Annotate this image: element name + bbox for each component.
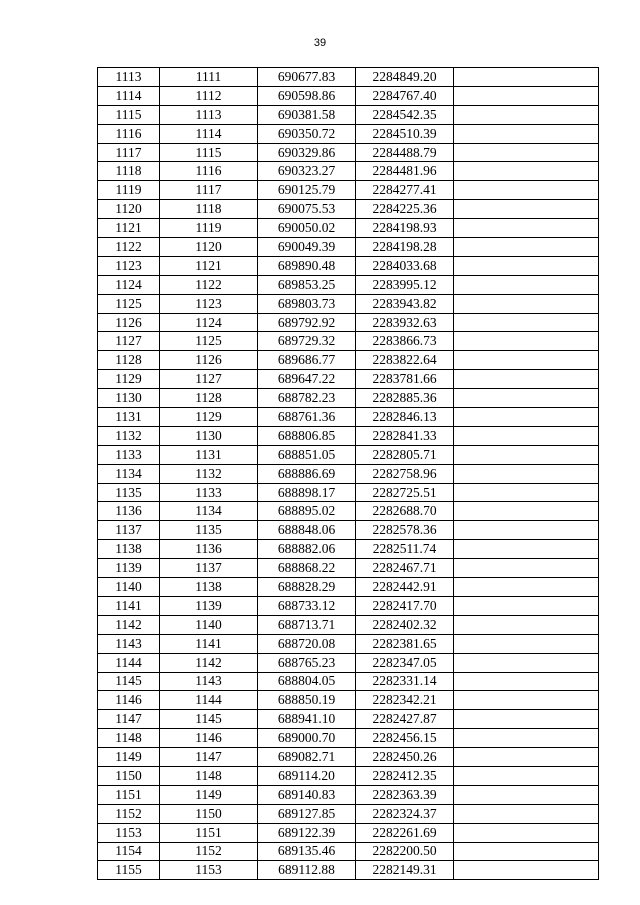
x-coordinate-cell: 690050.02 — [258, 219, 356, 238]
point-number-cell: 1132 — [160, 464, 258, 483]
note-cell — [454, 426, 599, 445]
x-coordinate-cell: 690598.86 — [258, 86, 356, 105]
y-coordinate-cell: 2282261.69 — [356, 823, 454, 842]
y-coordinate-cell: 2282442.91 — [356, 578, 454, 597]
x-coordinate-cell: 690323.27 — [258, 162, 356, 181]
point-number-cell: 1153 — [160, 861, 258, 880]
note-cell — [454, 710, 599, 729]
table-row — [98, 785, 599, 804]
x-coordinate-cell: 689122.39 — [258, 823, 356, 842]
table-row — [98, 710, 599, 729]
x-coordinate-cell: 688941.10 — [258, 710, 356, 729]
table-row — [98, 729, 599, 748]
y-coordinate-cell: 2284488.79 — [356, 143, 454, 162]
point-number-cell: 1113 — [160, 105, 258, 124]
row-number-cell: 1135 — [98, 483, 160, 502]
y-coordinate-cell: 2282688.70 — [356, 502, 454, 521]
point-number-cell: 1131 — [160, 445, 258, 464]
x-coordinate-cell: 688713.71 — [258, 615, 356, 634]
row-number-cell: 1119 — [98, 181, 160, 200]
table-row — [98, 540, 599, 559]
row-number-cell: 1137 — [98, 521, 160, 540]
x-coordinate-cell: 690329.86 — [258, 143, 356, 162]
note-cell — [454, 275, 599, 294]
y-coordinate-cell: 2282331.14 — [356, 672, 454, 691]
y-coordinate-cell: 2283932.63 — [356, 313, 454, 332]
row-number-cell: 1149 — [98, 748, 160, 767]
point-number-cell: 1116 — [160, 162, 258, 181]
x-coordinate-cell: 690677.83 — [258, 68, 356, 87]
row-number-cell: 1118 — [98, 162, 160, 181]
x-coordinate-cell: 689082.71 — [258, 748, 356, 767]
y-coordinate-cell: 2283866.73 — [356, 332, 454, 351]
y-coordinate-cell: 2282846.13 — [356, 408, 454, 427]
point-number-cell: 1139 — [160, 596, 258, 615]
point-number-cell: 1121 — [160, 256, 258, 275]
row-number-cell: 1113 — [98, 68, 160, 87]
y-coordinate-cell: 2284198.93 — [356, 219, 454, 238]
table-row — [98, 559, 599, 578]
note-cell — [454, 521, 599, 540]
x-coordinate-cell: 689135.46 — [258, 842, 356, 861]
table-row — [98, 672, 599, 691]
row-number-cell: 1126 — [98, 313, 160, 332]
point-number-cell: 1136 — [160, 540, 258, 559]
note-cell — [454, 634, 599, 653]
table-row — [98, 804, 599, 823]
table-row — [98, 766, 599, 785]
x-coordinate-cell: 689000.70 — [258, 729, 356, 748]
table-row — [98, 143, 599, 162]
row-number-cell: 1125 — [98, 294, 160, 313]
x-coordinate-cell: 688828.29 — [258, 578, 356, 597]
row-number-cell: 1145 — [98, 672, 160, 691]
y-coordinate-cell: 2284198.28 — [356, 238, 454, 257]
table-row — [98, 238, 599, 257]
y-coordinate-cell: 2284849.20 — [356, 68, 454, 87]
point-number-cell: 1124 — [160, 313, 258, 332]
note-cell — [454, 729, 599, 748]
y-coordinate-cell: 2284225.36 — [356, 200, 454, 219]
y-coordinate-cell: 2282324.37 — [356, 804, 454, 823]
y-coordinate-cell: 2282725.51 — [356, 483, 454, 502]
row-number-cell: 1132 — [98, 426, 160, 445]
x-coordinate-cell: 690075.53 — [258, 200, 356, 219]
x-coordinate-cell: 688882.06 — [258, 540, 356, 559]
row-number-cell: 1120 — [98, 200, 160, 219]
point-number-cell: 1133 — [160, 483, 258, 502]
note-cell — [454, 313, 599, 332]
table-row — [98, 275, 599, 294]
row-number-cell: 1127 — [98, 332, 160, 351]
point-number-cell: 1143 — [160, 672, 258, 691]
table-row — [98, 464, 599, 483]
coordinates-table — [97, 67, 599, 880]
row-number-cell: 1147 — [98, 710, 160, 729]
x-coordinate-cell: 689114.20 — [258, 766, 356, 785]
y-coordinate-cell: 2282758.96 — [356, 464, 454, 483]
table-row — [98, 748, 599, 767]
table-row — [98, 162, 599, 181]
point-number-cell: 1111 — [160, 68, 258, 87]
y-coordinate-cell: 2282347.05 — [356, 653, 454, 672]
row-number-cell: 1148 — [98, 729, 160, 748]
row-number-cell: 1131 — [98, 408, 160, 427]
note-cell — [454, 408, 599, 427]
x-coordinate-cell: 688733.12 — [258, 596, 356, 615]
point-number-cell: 1125 — [160, 332, 258, 351]
y-coordinate-cell: 2284767.40 — [356, 86, 454, 105]
x-coordinate-cell: 689729.32 — [258, 332, 356, 351]
y-coordinate-cell: 2282511.74 — [356, 540, 454, 559]
table-row — [98, 426, 599, 445]
row-number-cell: 1146 — [98, 691, 160, 710]
point-number-cell: 1118 — [160, 200, 258, 219]
y-coordinate-cell: 2284481.96 — [356, 162, 454, 181]
y-coordinate-cell: 2283781.66 — [356, 370, 454, 389]
note-cell — [454, 256, 599, 275]
x-coordinate-cell: 689890.48 — [258, 256, 356, 275]
y-coordinate-cell: 2282363.39 — [356, 785, 454, 804]
x-coordinate-cell: 688895.02 — [258, 502, 356, 521]
table-row — [98, 483, 599, 502]
x-coordinate-cell: 690381.58 — [258, 105, 356, 124]
x-coordinate-cell: 688886.69 — [258, 464, 356, 483]
row-number-cell: 1133 — [98, 445, 160, 464]
y-coordinate-cell: 2284033.68 — [356, 256, 454, 275]
row-number-cell: 1114 — [98, 86, 160, 105]
table-row — [98, 691, 599, 710]
note-cell — [454, 370, 599, 389]
point-number-cell: 1135 — [160, 521, 258, 540]
row-number-cell: 1153 — [98, 823, 160, 842]
x-coordinate-cell: 689792.92 — [258, 313, 356, 332]
y-coordinate-cell: 2282805.71 — [356, 445, 454, 464]
note-cell — [454, 68, 599, 87]
point-number-cell: 1142 — [160, 653, 258, 672]
note-cell — [454, 540, 599, 559]
y-coordinate-cell: 2282885.36 — [356, 389, 454, 408]
row-number-cell: 1115 — [98, 105, 160, 124]
table-row — [98, 653, 599, 672]
x-coordinate-cell: 689112.88 — [258, 861, 356, 880]
point-number-cell: 1149 — [160, 785, 258, 804]
point-number-cell: 1144 — [160, 691, 258, 710]
point-number-cell: 1140 — [160, 615, 258, 634]
table-row — [98, 596, 599, 615]
row-number-cell: 1138 — [98, 540, 160, 559]
table-row — [98, 615, 599, 634]
point-number-cell: 1147 — [160, 748, 258, 767]
row-number-cell: 1155 — [98, 861, 160, 880]
point-number-cell: 1126 — [160, 351, 258, 370]
note-cell — [454, 653, 599, 672]
x-coordinate-cell: 688761.36 — [258, 408, 356, 427]
note-cell — [454, 181, 599, 200]
point-number-cell: 1146 — [160, 729, 258, 748]
point-number-cell: 1128 — [160, 389, 258, 408]
note-cell — [454, 389, 599, 408]
x-coordinate-cell: 688898.17 — [258, 483, 356, 502]
note-cell — [454, 200, 599, 219]
point-number-cell: 1112 — [160, 86, 258, 105]
x-coordinate-cell: 689803.73 — [258, 294, 356, 313]
note-cell — [454, 464, 599, 483]
table-row — [98, 124, 599, 143]
note-cell — [454, 219, 599, 238]
table-row — [98, 294, 599, 313]
row-number-cell: 1140 — [98, 578, 160, 597]
y-coordinate-cell: 2282841.33 — [356, 426, 454, 445]
row-number-cell: 1134 — [98, 464, 160, 483]
point-number-cell: 1119 — [160, 219, 258, 238]
row-number-cell: 1144 — [98, 653, 160, 672]
x-coordinate-cell: 688804.05 — [258, 672, 356, 691]
note-cell — [454, 483, 599, 502]
point-number-cell: 1148 — [160, 766, 258, 785]
x-coordinate-cell: 688850.19 — [258, 691, 356, 710]
y-coordinate-cell: 2284510.39 — [356, 124, 454, 143]
point-number-cell: 1134 — [160, 502, 258, 521]
table-row — [98, 634, 599, 653]
y-coordinate-cell: 2282381.65 — [356, 634, 454, 653]
note-cell — [454, 578, 599, 597]
table-row — [98, 219, 599, 238]
x-coordinate-cell: 689647.22 — [258, 370, 356, 389]
row-number-cell: 1143 — [98, 634, 160, 653]
x-coordinate-cell: 688806.85 — [258, 426, 356, 445]
note-cell — [454, 105, 599, 124]
row-number-cell: 1128 — [98, 351, 160, 370]
note-cell — [454, 351, 599, 370]
row-number-cell: 1136 — [98, 502, 160, 521]
note-cell — [454, 143, 599, 162]
row-number-cell: 1122 — [98, 238, 160, 257]
point-number-cell: 1130 — [160, 426, 258, 445]
table-row — [98, 408, 599, 427]
x-coordinate-cell: 689140.83 — [258, 785, 356, 804]
note-cell — [454, 672, 599, 691]
row-number-cell: 1154 — [98, 842, 160, 861]
note-cell — [454, 162, 599, 181]
note-cell — [454, 332, 599, 351]
row-number-cell: 1121 — [98, 219, 160, 238]
table-row — [98, 578, 599, 597]
table-row — [98, 351, 599, 370]
y-coordinate-cell: 2282149.31 — [356, 861, 454, 880]
table-row — [98, 389, 599, 408]
y-coordinate-cell: 2282412.35 — [356, 766, 454, 785]
note-cell — [454, 502, 599, 521]
note-cell — [454, 596, 599, 615]
table-row — [98, 181, 599, 200]
table-row — [98, 502, 599, 521]
x-coordinate-cell: 688720.08 — [258, 634, 356, 653]
row-number-cell: 1151 — [98, 785, 160, 804]
note-cell — [454, 559, 599, 578]
point-number-cell: 1145 — [160, 710, 258, 729]
note-cell — [454, 615, 599, 634]
point-number-cell: 1151 — [160, 823, 258, 842]
note-cell — [454, 691, 599, 710]
page-number: 39 — [313, 37, 327, 49]
note-cell — [454, 748, 599, 767]
point-number-cell: 1117 — [160, 181, 258, 200]
x-coordinate-cell: 688848.06 — [258, 521, 356, 540]
y-coordinate-cell: 2282467.71 — [356, 559, 454, 578]
note-cell — [454, 294, 599, 313]
x-coordinate-cell: 688782.23 — [258, 389, 356, 408]
table-row — [98, 842, 599, 861]
y-coordinate-cell: 2282342.21 — [356, 691, 454, 710]
x-coordinate-cell: 689853.25 — [258, 275, 356, 294]
point-number-cell: 1123 — [160, 294, 258, 313]
row-number-cell: 1116 — [98, 124, 160, 143]
table-row — [98, 86, 599, 105]
row-number-cell: 1141 — [98, 596, 160, 615]
row-number-cell: 1130 — [98, 389, 160, 408]
point-number-cell: 1152 — [160, 842, 258, 861]
table-row — [98, 521, 599, 540]
y-coordinate-cell: 2283943.82 — [356, 294, 454, 313]
table-row — [98, 313, 599, 332]
row-number-cell: 1139 — [98, 559, 160, 578]
row-number-cell: 1150 — [98, 766, 160, 785]
y-coordinate-cell: 2283822.64 — [356, 351, 454, 370]
point-number-cell: 1122 — [160, 275, 258, 294]
row-number-cell: 1142 — [98, 615, 160, 634]
x-coordinate-cell: 688868.22 — [258, 559, 356, 578]
point-number-cell: 1127 — [160, 370, 258, 389]
y-coordinate-cell: 2282417.70 — [356, 596, 454, 615]
table-row — [98, 200, 599, 219]
x-coordinate-cell: 688851.05 — [258, 445, 356, 464]
x-coordinate-cell: 689686.77 — [258, 351, 356, 370]
x-coordinate-cell: 689127.85 — [258, 804, 356, 823]
note-cell — [454, 766, 599, 785]
table-row — [98, 105, 599, 124]
row-number-cell: 1117 — [98, 143, 160, 162]
note-cell — [454, 238, 599, 257]
x-coordinate-cell: 690125.79 — [258, 181, 356, 200]
point-number-cell: 1141 — [160, 634, 258, 653]
point-number-cell: 1129 — [160, 408, 258, 427]
point-number-cell: 1115 — [160, 143, 258, 162]
y-coordinate-cell: 2282456.15 — [356, 729, 454, 748]
y-coordinate-cell: 2282578.36 — [356, 521, 454, 540]
y-coordinate-cell: 2282200.50 — [356, 842, 454, 861]
y-coordinate-cell: 2282427.87 — [356, 710, 454, 729]
note-cell — [454, 445, 599, 464]
point-number-cell: 1137 — [160, 559, 258, 578]
note-cell — [454, 86, 599, 105]
row-number-cell: 1129 — [98, 370, 160, 389]
y-coordinate-cell: 2284542.35 — [356, 105, 454, 124]
table-row — [98, 256, 599, 275]
point-number-cell: 1150 — [160, 804, 258, 823]
x-coordinate-cell: 688765.23 — [258, 653, 356, 672]
point-number-cell: 1138 — [160, 578, 258, 597]
note-cell — [454, 861, 599, 880]
table-row — [98, 68, 599, 87]
note-cell — [454, 842, 599, 861]
table-row — [98, 861, 599, 880]
note-cell — [454, 804, 599, 823]
point-number-cell: 1120 — [160, 238, 258, 257]
table-row — [98, 823, 599, 842]
table-row — [98, 445, 599, 464]
row-number-cell: 1152 — [98, 804, 160, 823]
y-coordinate-cell: 2282450.26 — [356, 748, 454, 767]
row-number-cell: 1123 — [98, 256, 160, 275]
x-coordinate-cell: 690350.72 — [258, 124, 356, 143]
y-coordinate-cell: 2282402.32 — [356, 615, 454, 634]
note-cell — [454, 823, 599, 842]
table-row — [98, 370, 599, 389]
y-coordinate-cell: 2284277.41 — [356, 181, 454, 200]
x-coordinate-cell: 690049.39 — [258, 238, 356, 257]
point-number-cell: 1114 — [160, 124, 258, 143]
note-cell — [454, 124, 599, 143]
y-coordinate-cell: 2283995.12 — [356, 275, 454, 294]
table-row — [98, 332, 599, 351]
note-cell — [454, 785, 599, 804]
row-number-cell: 1124 — [98, 275, 160, 294]
